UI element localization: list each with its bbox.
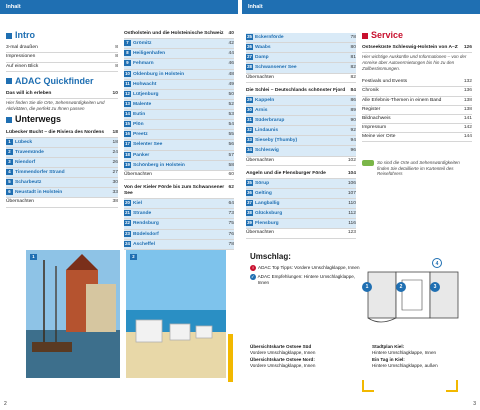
page-header-right: Inhalt [242,0,480,14]
square-icon [6,117,12,123]
toc-row[interactable]: Übernachten 38 [6,198,118,207]
toc-row[interactable]: 12 Lütjenburg 50 [124,90,234,100]
toc-row[interactable]: Impressionen 8 [6,53,118,62]
toc-row[interactable]: Meine vier Orte 144 [362,133,472,142]
toc-row[interactable]: 37 Langballig 110 [246,199,356,209]
toc-row[interactable]: 9 Fehmarn 46 [124,59,234,69]
toc-row[interactable]: 22 Rendsburg 75 [124,219,234,229]
umschlag-bottom-left [250,344,358,369]
toc-row[interactable]: Übernachten 102 [246,157,356,166]
corner-mark [446,380,458,392]
toc-row[interactable]: 18 Panker 57 [124,151,234,161]
toc-row[interactable]: 8 Heiligenhafen 44 [124,49,234,59]
toc-row[interactable]: 35 Sörup 106 [246,179,356,189]
toc-row[interactable]: 31 Süderbrarup 90 [246,116,356,126]
toc-row[interactable]: 21 Strande 73 [124,209,234,219]
toc-row[interactable]: 14 Eutin 53 [124,110,234,120]
page-header-left: Inhalt [0,0,238,14]
cover-diagram [360,262,464,332]
toc-row[interactable]: Übernachten 123 [246,229,356,238]
umschlag-line: Stadtplan Kiel: Hintere Umschlagklappe, Innen [372,344,437,355]
toc-row[interactable]: Festivals und Events 132 [362,78,472,87]
yellow-accent [228,334,233,382]
region-heading[interactable]: Ostholstein und die Holsteinische Schweiz 40 [124,30,234,39]
toc-row[interactable]: 3-mal draußen 8 [6,44,118,53]
empfehlung-icon: ✓ [251,274,255,279]
toc-row[interactable]: 2 Travemünde 24 [6,148,118,158]
umschlag-bottom-right [372,344,472,369]
map-marker-icon [362,160,374,166]
toc-row[interactable]: Impressum 142 [362,124,472,133]
toc-row[interactable]: 17 Selenter See 56 [124,140,234,150]
harbor-image [26,250,120,378]
toc-row[interactable]: Das will ich erleben 10 [6,90,118,99]
corner-mark [362,380,374,392]
square-icon [362,33,368,39]
region-heading[interactable]: Die Schlei – Deutschlands schönster Fjord 84 [246,87,356,96]
section-unterwegs: Unterwegs [6,114,118,125]
toc-row[interactable]: 1 Lübeck 18 [6,138,118,148]
toc-row[interactable]: 20 Kiel 64 [124,199,234,209]
toc-row[interactable]: 24 Ascheffel 78 [124,240,234,250]
quickfinder-note: Hier finden Sie die Orte, Sehenswürdigkeiten und Aktivitäten, die perfekt zu Ihnen passen [6,100,105,111]
toc-row[interactable]: Register 138 [362,106,472,115]
toc-row[interactable]: 6 Neustadt in Holstein 33 [6,188,118,198]
toc-row[interactable]: 11 Hohwacht 49 [124,80,234,90]
toc-row[interactable]: 33 Sieseby (Thumby) 94 [246,136,356,146]
toc-row[interactable]: 13 Malente 52 [124,100,234,110]
toc-row[interactable]: 19 Schönberg in Holstein 58 [124,161,234,171]
map-legend: So sind die Orte und Sehenswürdigkeiten finden Sie detaillierte im Kartenteil des Reiseführers [362,160,472,177]
toc-row[interactable]: 30 Arnis 89 [246,106,356,116]
photo-badge: 2 [130,254,137,260]
umschlag-line: Ein Tag in Kiel: Hintere Umschlagklappe, außen [372,357,438,369]
photo-beach [126,250,226,378]
top-tipp-icon: ! [250,265,256,271]
toc-column-1 [6,30,118,208]
umschlag-item: ! ADAC Top Tipps: Vordere Umschlagklappe, Innen [250,265,360,271]
region-heading[interactable]: Angeln und die Flensburger Förde 104 [246,170,356,179]
toc-row[interactable]: 38 Glücksburg 112 [246,209,356,219]
section-service: Service [362,30,472,41]
toc-row[interactable]: 3 Niendorf 26 [6,158,118,168]
section-quickfinder: ADAC Quickfinder [6,76,118,87]
umschlag-line: Übersichtskarte Ostsee Süd Vordere Umschlagklappe, Innen [250,344,316,355]
umschlag-box [250,252,360,285]
region-heading[interactable]: Von der Kieler Förde bis zum Schwansener See 62 [124,184,234,199]
step-3-bubble: 3 [430,282,440,292]
toc-row[interactable]: 23 Büdelsdorf 76 [124,230,234,240]
square-icon [6,33,12,39]
photo-luebeck [26,250,120,378]
service-note: Hier wichtige Auskünfte und Informationen – von der Anreise über Autovermietungen bis hin zu den Zollbestimmungen. [362,54,467,71]
toc-row[interactable]: 7 Grömitz 42 [124,39,234,49]
toc-row[interactable]: 28 Schwansener See 82 [246,63,356,73]
step-2-bubble: 2 [396,282,406,292]
photo-badge: 1 [30,254,37,260]
square-icon [6,78,12,84]
region-heading[interactable]: Lübecker Bucht – die Riviera des Nordens 18 [6,129,118,138]
toc-row[interactable]: 5 Scharbeutz 30 [6,178,118,188]
toc-row[interactable]: Übernachten 60 [124,171,234,180]
toc-row[interactable]: Bildnachweis 141 [362,115,472,124]
region-heading[interactable]: Ostseeküste Schleswig-Holstein von A–Z 126 [362,44,472,53]
toc-row[interactable]: 10 Oldenburg in Holstein 48 [124,70,234,80]
toc-row[interactable]: 26 Waabs 80 [246,43,356,53]
toc-row[interactable]: 32 Lindaunis 92 [246,126,356,136]
umschlag-title: Umschlag: [250,252,291,261]
umschlag-line: Übersichtskarte Ostsee Nord: Vordere Umschlagklappe, Innen [250,357,316,369]
toc-row[interactable]: Alle Erlebnis-Themen in einem Band 138 [362,97,472,106]
toc-row[interactable]: 34 Schleswig 96 [246,146,356,156]
toc-column-4 [362,30,472,177]
page-number-left: 2 [4,400,7,407]
beach-image [126,250,226,378]
umschlag-item: ✓ ADAC Empfehlungen: Hintere Umschlagklappe, Innen [251,274,356,285]
step-1-bubble: 1 [362,282,372,292]
toc-row[interactable]: 29 Kappeln 86 [246,96,356,106]
toc-row[interactable]: 15 Plön 54 [124,120,234,130]
toc-row[interactable]: Chronik 136 [362,87,472,96]
toc-column-3 [246,33,356,239]
toc-column-2 [124,30,234,250]
toc-row[interactable]: Übernachten 82 [246,74,356,83]
page-number-right: 3 [473,400,476,407]
toc-row[interactable]: 36 Gelting 107 [246,189,356,199]
step-4-bubble: 4 [432,258,442,268]
toc-row[interactable]: 4 Timmendorfer Strand 27 [6,168,118,178]
toc-row[interactable]: 25 Eckernförde 78 [246,33,356,43]
toc-row[interactable]: 16 Preetz 55 [124,130,234,140]
toc-row[interactable]: Auf einen Blick 8 [6,63,118,72]
section-intro: Intro [6,30,118,41]
toc-row[interactable]: 27 Damp 81 [246,53,356,63]
toc-row[interactable]: 39 Flensburg 116 [246,219,356,229]
